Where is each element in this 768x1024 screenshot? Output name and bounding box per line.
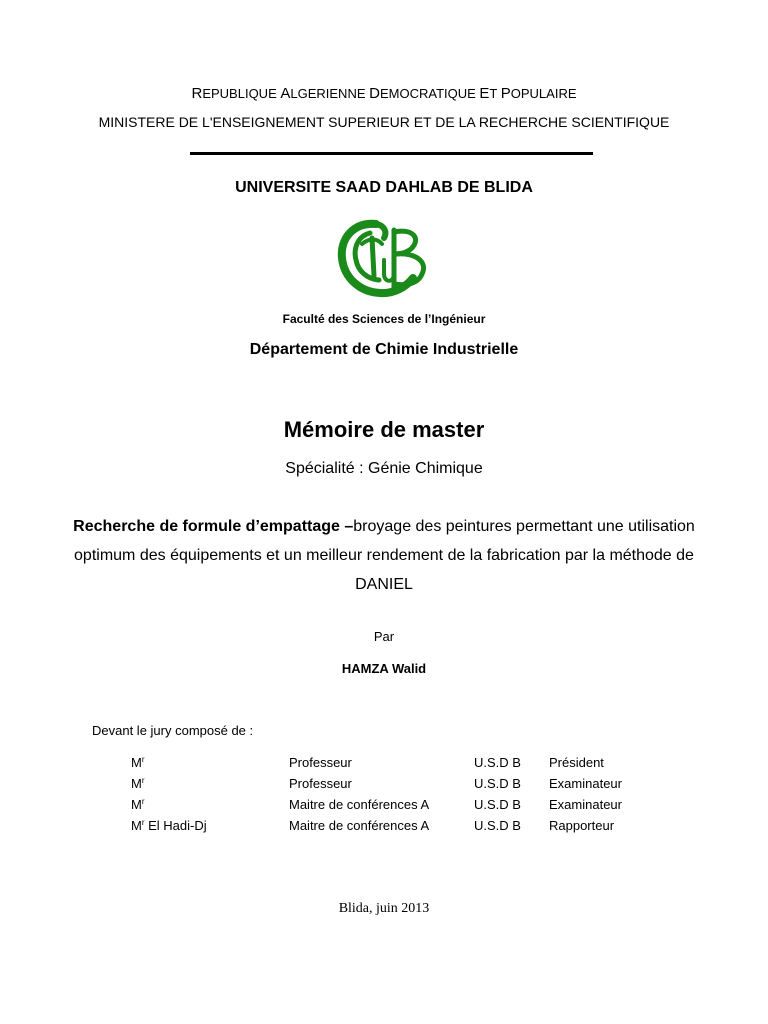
jury-member-institution: U.S.D B	[474, 818, 521, 833]
jury-member-name: $M^r$	[131, 776, 145, 791]
university-name: UNIVERSITE SAAD DAHLAB DE BLIDA	[235, 179, 533, 196]
jury-row	[0, 797, 768, 818]
specialty-line: Spécialité : Génie Chimique	[285, 460, 483, 477]
jury-member-name: $M^r$ El Hadi-Dj	[131, 818, 207, 833]
author-name: HAMZA Walid	[341, 661, 427, 676]
jury-member-institution: U.S.D B	[474, 776, 521, 791]
jury-member-role: Président	[549, 755, 604, 770]
jury-member-grade: Professeur	[289, 755, 352, 770]
place-date: Blida, juin 2013	[338, 901, 430, 916]
university-logo-icon	[336, 216, 436, 298]
jury-member-role: Examinateur	[549, 797, 622, 812]
republic-header: REPUBLIQUE ALGERIENNE DEMOCRATIQUE ET POPULAIRE	[191, 85, 577, 102]
jury-member-name: $M^r$	[131, 797, 145, 812]
jury-member-grade: Professeur	[289, 776, 352, 791]
jury-intro: Devant le jury composé de :	[92, 723, 254, 738]
jury-member-role: Rapporteur	[549, 818, 615, 833]
jury-member-name: $M^r$	[131, 755, 145, 770]
jury-member-role: Examinateur	[549, 776, 622, 791]
jury-row	[0, 776, 768, 797]
department-name: Département de Chimie Industrielle	[249, 341, 519, 358]
faculty-name: Faculté des Sciences de l’Ingénieur	[282, 312, 486, 326]
jury-row	[0, 818, 768, 839]
thesis-title-bold: Recherche de formule d’empattage –	[73, 518, 354, 535]
by-label: Par	[373, 629, 395, 644]
thesis-title	[70, 512, 698, 599]
header-divider	[190, 152, 593, 155]
jury-member-grade: Maitre de conférences A	[289, 818, 430, 833]
ministry-header: MINISTERE DE L'ENSEIGNEMENT SUPERIEUR ET DE LA RECHERCHE SCIENTIFIQUE	[98, 114, 670, 130]
thesis-title-rest: broyage des peintures permettant une utilisation optimum des équipements et un meilleur rendement de la fabrication par la méthode de DANIEL	[74, 518, 695, 593]
jury-row	[0, 755, 768, 776]
jury-member-institution: U.S.D B	[474, 797, 521, 812]
jury-member-grade: Maitre de conférences A	[289, 797, 430, 812]
jury-member-institution: U.S.D B	[474, 755, 521, 770]
document-type-title: Mémoire de master	[283, 417, 485, 442]
